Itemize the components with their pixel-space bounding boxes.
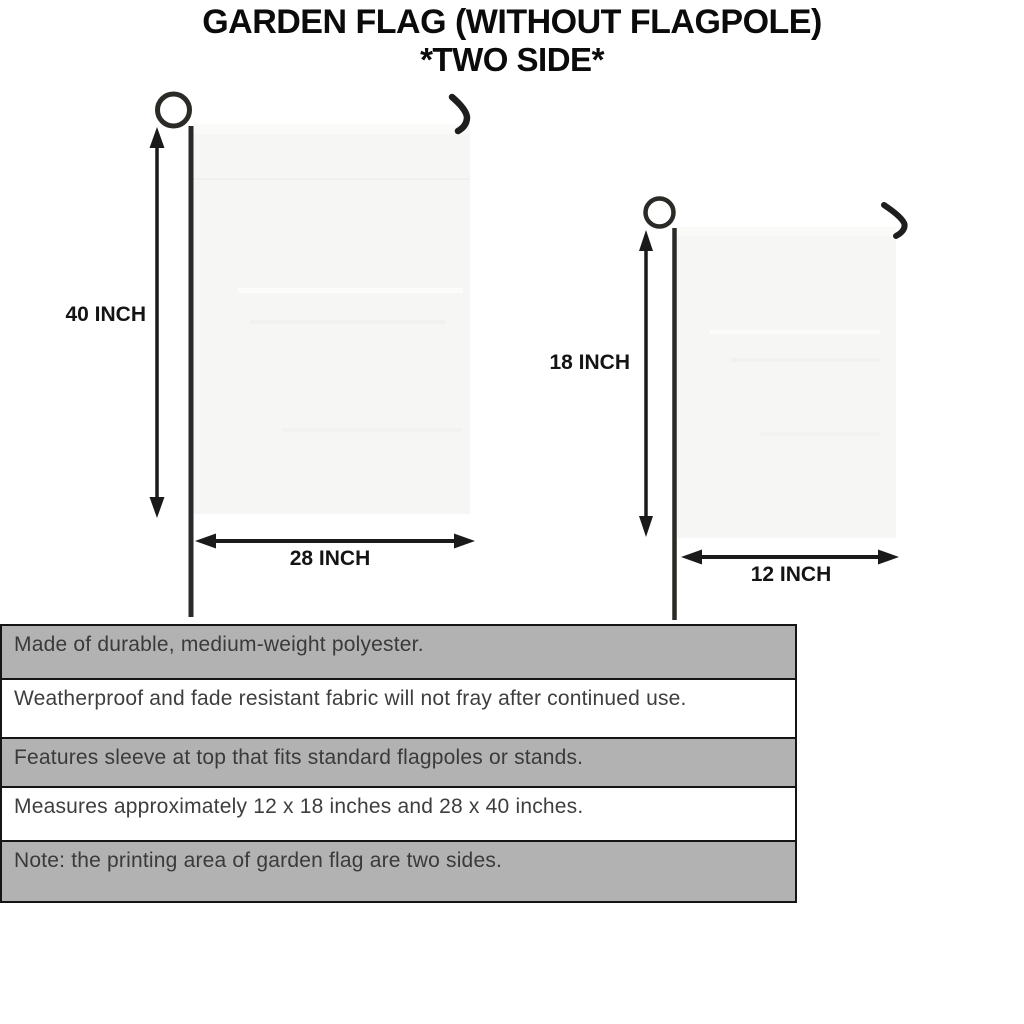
- small-pole-loop-icon: [646, 199, 674, 227]
- small-flag-crease: [760, 432, 880, 436]
- small-flag-group: [639, 199, 905, 621]
- small-flag-crease: [730, 358, 880, 362]
- feature-text: Measures approximately 12 x 18 inches and 28 x 40 inches.: [14, 795, 584, 818]
- feature-text: Note: the printing area of garden flag are two sides.: [14, 849, 503, 872]
- small-flag-crease: [710, 330, 880, 334]
- large-flag-body: [193, 124, 470, 514]
- feature-text: Made of durable, medium-weight polyester.: [14, 633, 424, 656]
- features-table: [0, 624, 797, 903]
- large-pole-loop-icon: [158, 94, 190, 126]
- large-flag-crease: [282, 428, 462, 432]
- large-flag-sleeve: [193, 124, 470, 134]
- small-flag-body: [677, 227, 896, 538]
- feature-row-weatherproof: [2, 680, 795, 739]
- large-flag-group: [150, 94, 476, 617]
- large-flag-crease: [250, 320, 445, 324]
- large-width-label: 28 INCH: [289, 547, 371, 570]
- large-height-arrow: [150, 127, 165, 518]
- feature-row-material: [2, 626, 795, 680]
- small-height-arrow: [639, 230, 653, 537]
- large-flag-crease: [238, 288, 463, 293]
- feature-text: Features sleeve at top that fits standard flagpoles or stands.: [14, 746, 584, 769]
- large-height-label: 40 INCH: [65, 303, 146, 326]
- title-line-2: *TWO SIDE*: [420, 41, 604, 79]
- large-flag-seam: [193, 178, 470, 180]
- title-line-1: GARDEN FLAG (WITHOUT FLAGPOLE): [202, 3, 822, 41]
- small-height-label: 18 INCH: [549, 351, 630, 374]
- feature-row-note: [2, 842, 795, 901]
- small-width-label: 12 INCH: [750, 563, 832, 586]
- feature-row-sleeve: [2, 739, 795, 788]
- feature-text: Weatherproof and fade resistant fabric will not fray after continued use.: [14, 687, 687, 710]
- feature-row-measures: [2, 788, 795, 842]
- small-flag-sleeve: [677, 227, 896, 236]
